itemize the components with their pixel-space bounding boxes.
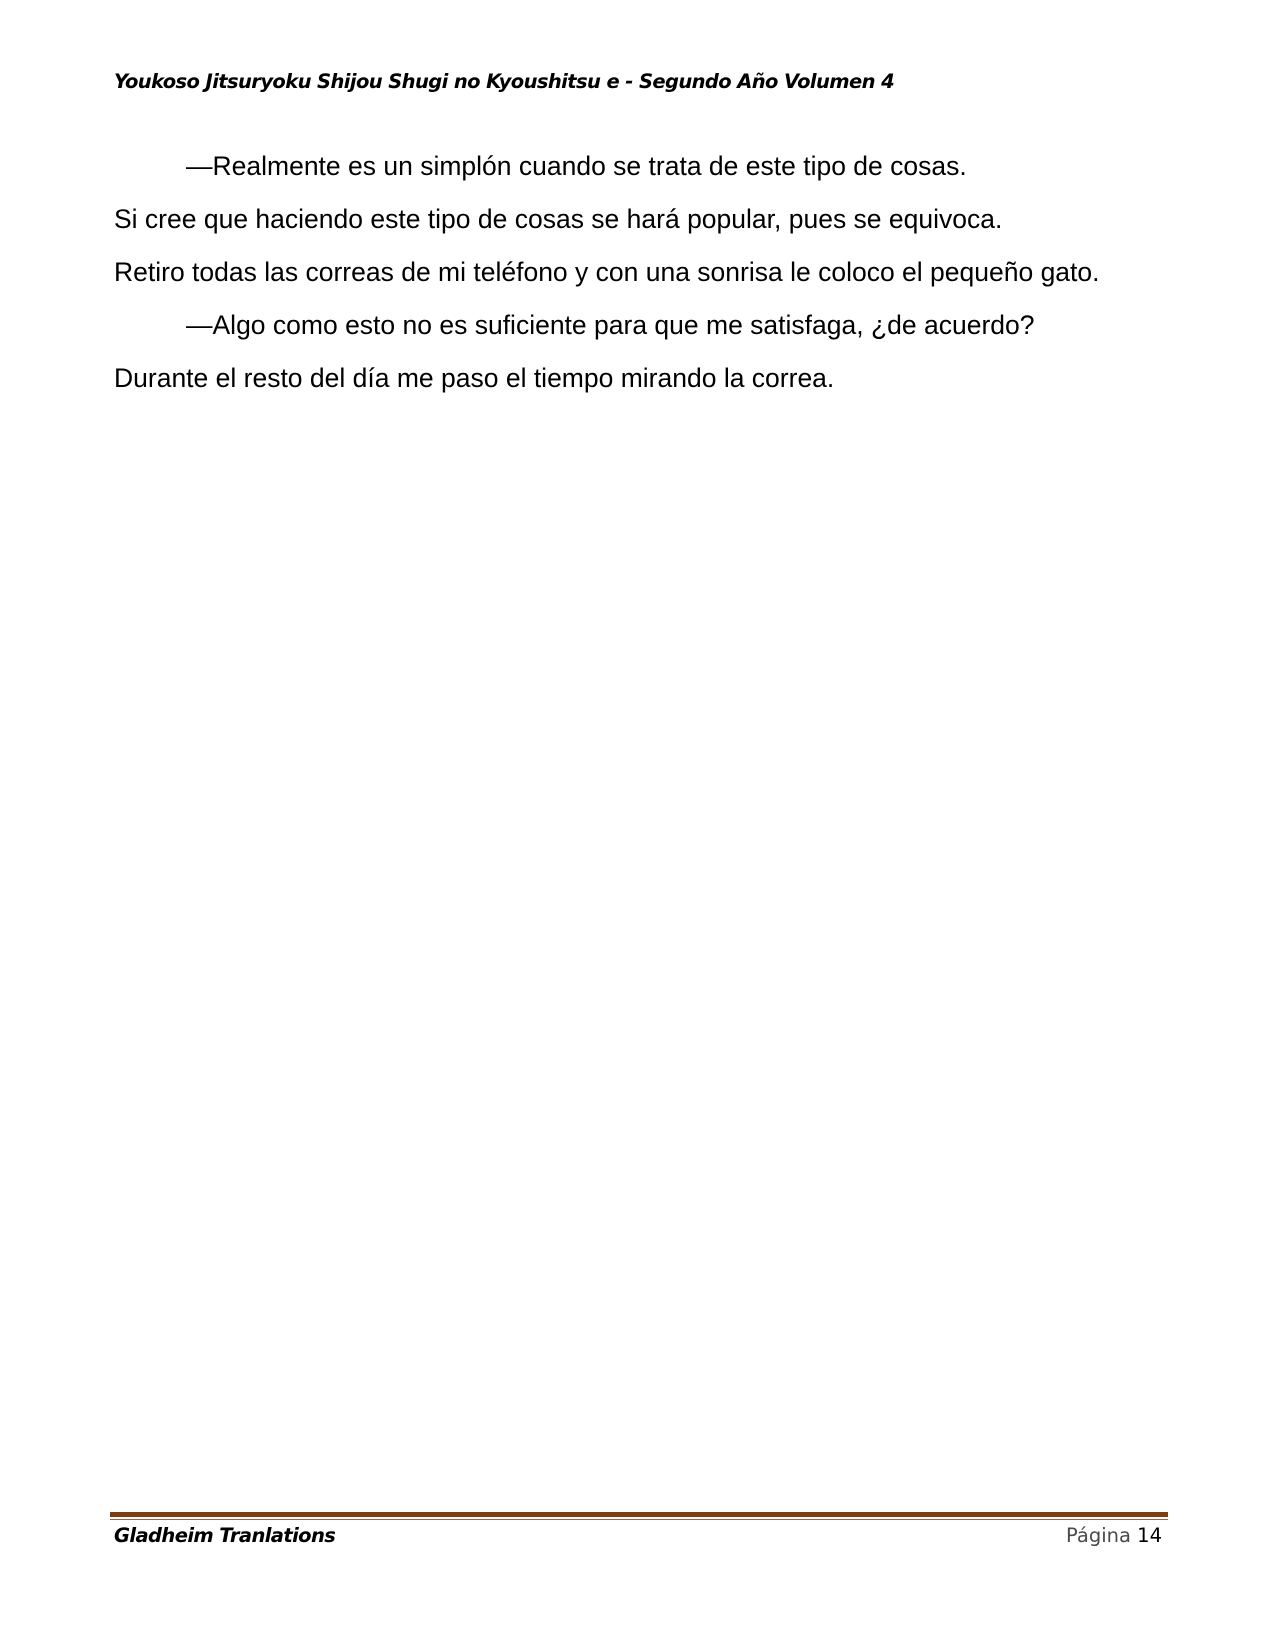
- paragraph-2: Si cree que haciendo este tipo de cosas se hará popular, pues se equivoca.: [114, 204, 1003, 234]
- footer-divider: [110, 1512, 1168, 1520]
- paragraph-5: Durante el resto del día me paso el tiempo mirando la correa.: [114, 363, 835, 393]
- page-body: [114, 148, 1164, 413]
- page-number-block: [1066, 1524, 1162, 1547]
- footer-publisher: Gladheim Tranlations: [114, 1524, 336, 1547]
- footer-divider-thin-line: [110, 1519, 1168, 1520]
- page-label: Página: [1066, 1524, 1131, 1547]
- paragraph-dialogue-1: —Realmente es un simplón cuando se trata de este tipo de cosas.: [186, 151, 967, 181]
- paragraph-3: Retiro todas las correas de mi teléfono y con una sonrisa le coloco el pequeño gato.: [114, 257, 1100, 287]
- running-header: Youkoso Jitsuryoku Shijou Shugi no Kyoushitsu e - Segundo Año Volumen 4: [114, 70, 895, 93]
- paragraph-dialogue-4: —Algo como esto no es suficiente para que me satisfaga, ¿de acuerdo?: [186, 310, 1035, 340]
- page-number: 14: [1137, 1524, 1162, 1547]
